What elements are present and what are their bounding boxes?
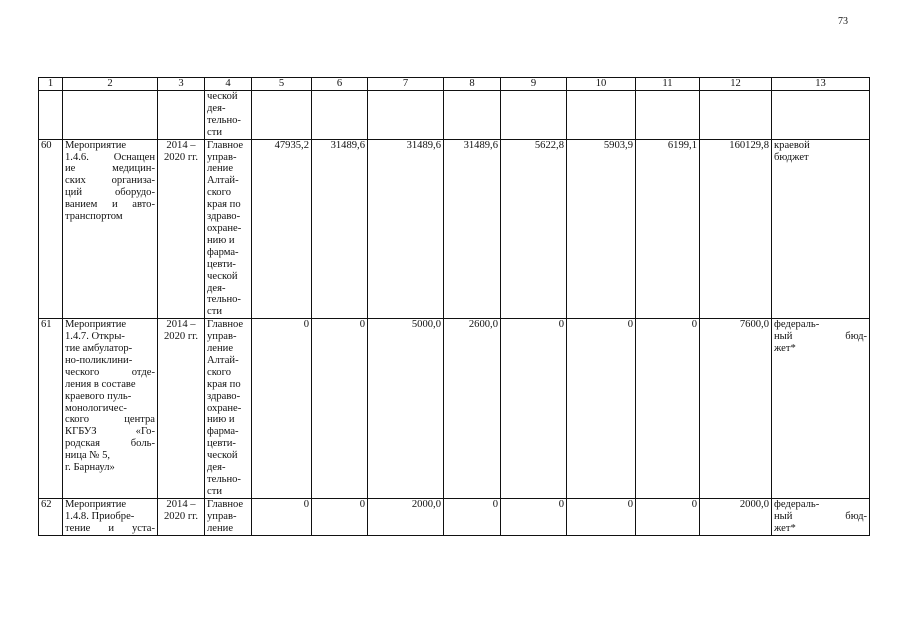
cell-value-2019: 0 — [567, 319, 636, 499]
cell-name — [63, 319, 158, 499]
cell-executor — [205, 139, 252, 319]
period-line: 2014 – — [166, 319, 196, 331]
cell-value — [700, 91, 772, 140]
cell-value — [252, 91, 312, 140]
executor-line: дея- — [207, 282, 226, 294]
cell-value-2015: 0 — [312, 319, 368, 499]
executor-line: тельно- — [207, 294, 241, 306]
name-line: ского центра — [65, 414, 155, 426]
cell-num: 60 — [39, 139, 63, 319]
executor-line: Алтай- — [207, 354, 239, 366]
source-line: федераль- — [774, 319, 820, 331]
executor-line: Алтай- — [207, 175, 239, 187]
col-header-7: 7 — [368, 78, 444, 91]
executor-line: фарма- — [207, 426, 239, 438]
cell-value-2015: 31489,6 — [312, 139, 368, 319]
executor-line: цевти- — [207, 438, 236, 450]
source-line: ный бюд- — [774, 331, 867, 343]
cell-value-total: 160129,8 — [700, 139, 772, 319]
cell-value-total: 2000,0 — [700, 498, 772, 535]
source-line: федераль- — [774, 498, 820, 510]
period-line: 2020 гг. — [164, 510, 198, 522]
period-line: 2020 гг. — [164, 151, 198, 163]
name-line: тение и уста- — [65, 522, 155, 534]
name-line: ница № 5, — [65, 450, 111, 462]
cell-value-2015: 0 — [312, 498, 368, 535]
executor-line: Главное — [207, 139, 244, 151]
cell-name — [63, 139, 158, 319]
executor-line: сти — [207, 485, 223, 497]
cell-value — [636, 91, 700, 140]
col-header-4: 4 — [205, 78, 252, 91]
cell-value-2019: 5903,9 — [567, 139, 636, 319]
executor-line: ческой — [207, 270, 238, 282]
executor-line: ческой — [207, 450, 238, 462]
name-line: ческого отде- — [65, 366, 155, 378]
cell-value — [444, 91, 501, 140]
col-header-11: 11 — [636, 78, 700, 91]
executor-line: нию и — [207, 234, 235, 246]
source-line: краевой — [774, 139, 810, 151]
executor-line: Главное — [207, 319, 244, 331]
cell-value-2018: 0 — [501, 319, 567, 499]
cell-value-2020: 0 — [636, 319, 700, 499]
executor-line: края по — [207, 378, 241, 390]
executor-line: ческой — [207, 91, 238, 102]
name-line: КГБУЗ «Го- — [65, 426, 155, 438]
executor-line: управ- — [207, 151, 237, 163]
cell-value-2017: 31489,6 — [444, 139, 501, 319]
executor-line: тельно- — [207, 114, 241, 126]
cell-value — [501, 91, 567, 140]
source-line: жет* — [774, 343, 796, 355]
cell-name — [63, 91, 158, 140]
page-number: 73 — [838, 16, 848, 27]
name-line: г. Барнаул» — [65, 462, 115, 474]
source-line: бюджет — [774, 151, 809, 163]
cell-value-2016: 31489,6 — [368, 139, 444, 319]
cell-period — [158, 498, 205, 535]
name-line: 1.4.6. Оснащен — [65, 151, 155, 163]
executor-line: здраво- — [207, 390, 241, 402]
executor-line: ского — [207, 366, 231, 378]
col-header-5: 5 — [252, 78, 312, 91]
cell-value — [567, 91, 636, 140]
cell-value-2018: 0 — [501, 498, 567, 535]
cell-value-2014: 47935,2 — [252, 139, 312, 319]
table-row — [39, 319, 870, 499]
name-line: родская боль- — [65, 438, 155, 450]
period-line: 2014 – — [166, 498, 196, 510]
executor-line: сти — [207, 126, 223, 138]
executor-line: ского — [207, 187, 231, 199]
executor-line: охране- — [207, 402, 242, 414]
col-header-13: 13 — [772, 78, 870, 91]
cell-num — [39, 91, 63, 140]
cell-value — [368, 91, 444, 140]
cell-value-2016: 5000,0 — [368, 319, 444, 499]
executor-line: дея- — [207, 462, 226, 474]
name-line: ления в составе — [65, 378, 136, 390]
cell-value-2020: 0 — [636, 498, 700, 535]
executor-line: края по — [207, 199, 241, 211]
cell-value-2018: 5622,8 — [501, 139, 567, 319]
table-row — [39, 498, 870, 535]
source-line: ный бюд- — [774, 510, 867, 522]
header-row — [39, 78, 870, 91]
executor-line: дея- — [207, 102, 226, 114]
budget-table — [38, 77, 870, 536]
name-line: но-поликлини- — [65, 354, 133, 366]
cell-period — [158, 91, 205, 140]
cell-value-2014: 0 — [252, 319, 312, 499]
col-header-3: 3 — [158, 78, 205, 91]
executor-line: ление — [207, 522, 234, 534]
executor-line: сти — [207, 306, 223, 318]
col-header-9: 9 — [501, 78, 567, 91]
period-line: 2020 гг. — [164, 331, 198, 343]
cell-value-2017: 2600,0 — [444, 319, 501, 499]
executor-line: цевти- — [207, 258, 236, 270]
executor-line: ление — [207, 343, 234, 355]
name-line: Мероприятие — [65, 498, 127, 510]
cell-source — [772, 139, 870, 319]
cell-num: 62 — [39, 498, 63, 535]
cell-period — [158, 139, 205, 319]
cell-value — [312, 91, 368, 140]
executor-line: ление — [207, 163, 234, 175]
col-header-2: 2 — [63, 78, 158, 91]
cell-value-total: 7600,0 — [700, 319, 772, 499]
executor-line: тельно- — [207, 474, 241, 485]
col-header-8: 8 — [444, 78, 501, 91]
col-header-10: 10 — [567, 78, 636, 91]
col-header-1: 1 — [39, 78, 63, 91]
name-line: Мероприятие — [65, 319, 127, 331]
cell-executor — [205, 498, 252, 535]
cell-value-2016: 2000,0 — [368, 498, 444, 535]
cell-source — [772, 498, 870, 535]
name-line: тие амбулатор- — [65, 343, 133, 355]
executor-line: нию и — [207, 414, 235, 426]
name-line: ских организа- — [65, 175, 155, 187]
cell-source — [772, 91, 870, 140]
name-line: ций оборудо- — [65, 187, 155, 199]
name-line: транспортом — [65, 211, 123, 223]
name-line: ванием и авто- — [65, 199, 155, 211]
cell-num: 61 — [39, 319, 63, 499]
executor-line: управ- — [207, 510, 237, 522]
source-line: жет* — [774, 522, 796, 534]
executor-line: здраво- — [207, 211, 241, 223]
executor-line: охране- — [207, 222, 242, 234]
name-line: ие медицин- — [65, 163, 155, 175]
name-line: монологичес- — [65, 402, 127, 414]
name-line: Мероприятие — [65, 139, 127, 151]
name-line: краевого пуль- — [65, 390, 132, 402]
cell-source — [772, 319, 870, 499]
table-row — [39, 139, 870, 319]
cell-name — [63, 498, 158, 535]
cell-value-2017: 0 — [444, 498, 501, 535]
cell-executor — [205, 319, 252, 499]
executor-line: управ- — [207, 331, 237, 343]
name-line: 1.4.7. Откры- — [65, 331, 125, 343]
cell-value-2019: 0 — [567, 498, 636, 535]
cell-period — [158, 319, 205, 499]
col-header-6: 6 — [312, 78, 368, 91]
cell-value-2014: 0 — [252, 498, 312, 535]
cell-executor — [205, 91, 252, 140]
col-header-12: 12 — [700, 78, 772, 91]
continuation-row — [39, 91, 870, 140]
executor-line: Главное — [207, 498, 244, 510]
cell-value-2020: 6199,1 — [636, 139, 700, 319]
period-line: 2014 – — [166, 139, 196, 151]
name-line: 1.4.8. Приобре- — [65, 510, 135, 522]
executor-line: фарма- — [207, 246, 239, 258]
